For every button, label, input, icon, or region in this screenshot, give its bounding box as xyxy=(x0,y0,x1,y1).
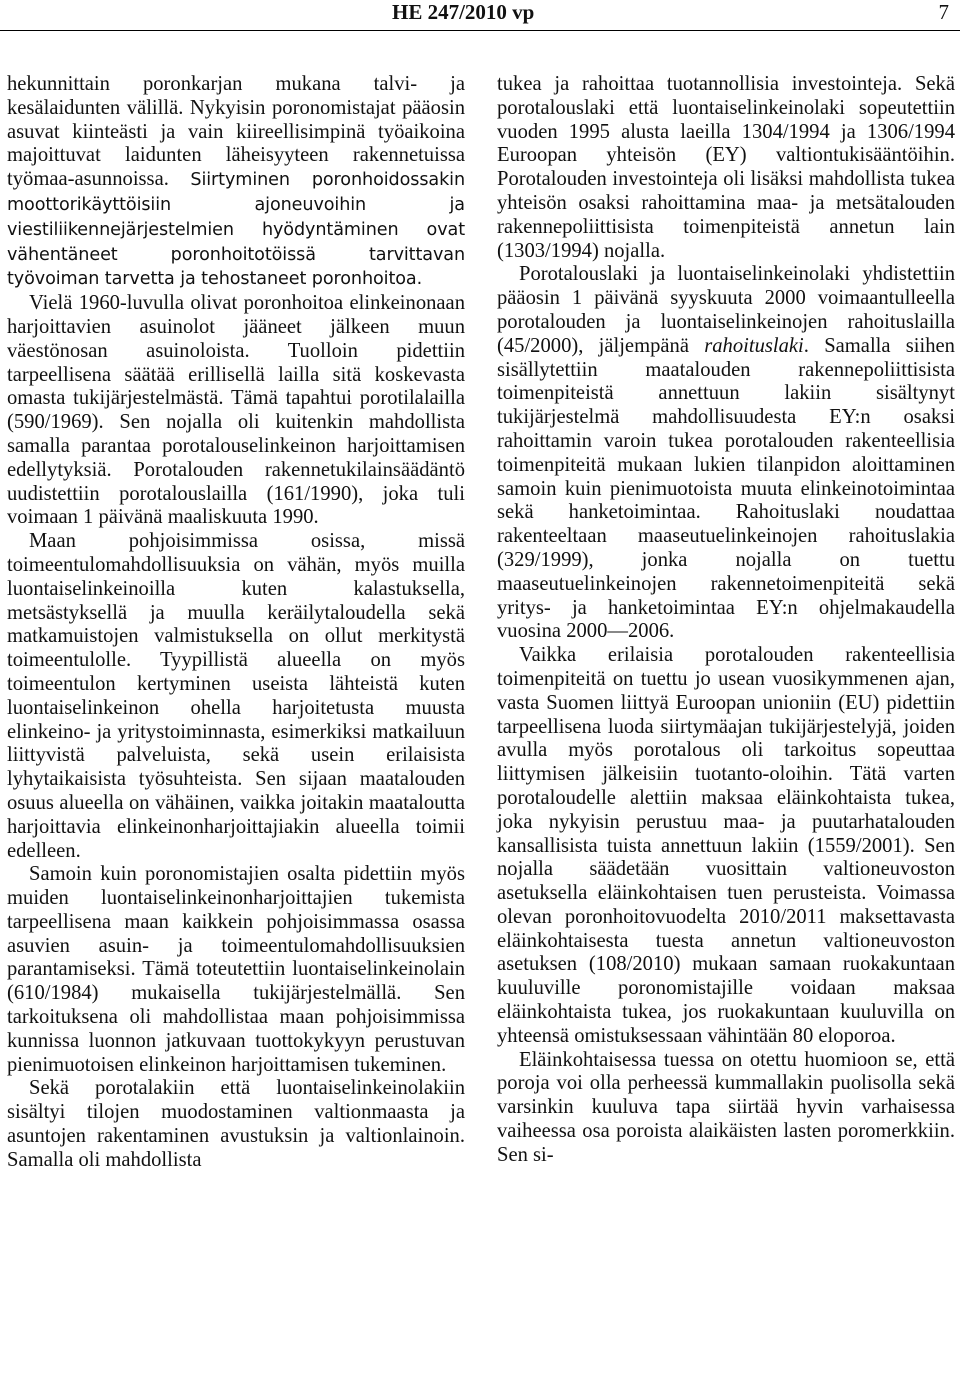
left-paragraph-2: Vielä 1960-luvulla olivat poronhoitoa elinkeinonaan harjoittavien asuinolot jääneet jälkeen muun väestönosan asuinoloista. Tuolloin pidettiin tarpeellisena säätää erillisellä lailla sitä koskevasta omasta tukijärjestelmästä. Tämä tapahtui porotilalailla (590/1969). Sen nojalla oli kuitenkin mahdollista samalla parantaa porotalouselinkeinon harjoittamisen edellytyksiä. Porotalouden rakennetukilainsäädäntö uudistettiin porotalouslailla (161/1990), joka tuli voimaan 1 päivänä maaliskuuta 1990. xyxy=(7,292,465,529)
right-paragraph-2-b: . Samalla siihen sisällytettiin maatalouden rakennepoliittisista toimenpiteistä annettuun lakiin sisältynyt tukijärjestelmä mahdollisuudesta EY:n osaksi rahoittamin varoin tukea porotalouden rakenteellisia toimenpiteitä mukaan lukien tilanpidon aloittaminen samoin kuin pienimuotoista muuta elinkeinotoimintaa sekä hanketoimintaa. Rahoituslaki noudattaa rakenteeltaan maaseutuelinkeinojen rahoituslakia (329/1999), jonka nojalla on tuettu maaseutuelinkeinojen rakennetoimenpiteitä sekä yritys- ja hanketoimintaa EY:n ohjelmakaudella vuosina 2000—2006. xyxy=(497,334,955,643)
left-paragraph-1-a: hekunnittain poronkarjan mukana talvi- ja kesälaidunten välillä. Nykyisin poronomistajat pääosin asuvat kiinteästi ja vain kiireellisimpinä työaikoina majoittuvat laidunten läheisyyteen rakennetuissa työmaa-asunnoissa. xyxy=(7,73,465,191)
left-paragraph-5: Sekä porotalakiin että luontaiselinkeinolakiin sisältyi tilojen muodostaminen valtionmaasta ja asuntojen rakentaminen avustuksin ja valtionlainoin. Samalla oli mahdollista xyxy=(7,1077,465,1171)
left-paragraph-1-b: Siirtyminen poronhoidossakin moottorikäyttöisiin ajoneuvoihin ja viestiliikennejärjestelmien hyödyntäminen ovat vähentäneet poronhoitotöissä tarvittavan työvoiman tarvetta ja tehostaneet poronhoitoa. xyxy=(7,170,465,290)
right-paragraph-2-a: Porotalouslaki ja luontaiselinkeinolaki yhdistettiin pääosin 1 päivänä syyskuuta 2000 voimaantulleella porotalouden ja luontaiselinkeinojen rahoituslailla (45/2000), jäljempänä xyxy=(497,263,955,357)
document-id: HE 247/2010 vp xyxy=(392,0,535,24)
right-paragraph-3: Vaikka erilaisia porotalouden rakenteellisia toimenpiteitä on tuettu jo usean vuosikymmenen ajan, vasta Suomen liittyä Euroopan unioniin (EU) pidettiin tarpeellisena luoda siirtymäajan tukijärjestelyjä, joiden avulla myös porotalous oli tarkoitus sopeuttaa liittymisen jälkeisiin tuotanto-oloihin. Tätä varten porotaloudelle alettiin maksaa eläinkohtaista tukea, joka nykyisin perustuu maa- ja puutarhatalouden kansallisista tuista annettuun lakiin (1559/2001). Sen nojalla säädetään vuosittain valtioneuvoston asetuksella eläinkohtaisen tuen perusteista. Voimassa olevan poronhoitovuodelta 2010/2011 maksettavasta eläinkohtaisesta tuesta annetun valtioneuvoston asetuksen (108/2010) mukaan samaan ruokakuntaan kuuluville poronomistajille voidaan maksaa eläinkohtaista tukea, jos ruokakuntaan kuuluvilla on yhteensä omistuksessaan vähintään 80 eloporoa. xyxy=(497,644,955,1047)
right-column xyxy=(497,73,955,1168)
right-paragraph-1: tukea ja rahoittaa tuotannollisia investointeja. Sekä porotalouslaki että luontaiselinkeinolaki sopeutettiin vuoden 1995 alusta laeilla 1304/1994 ja 1306/1994 Euroopan yhteisön (EY) valtiontukisääntöihin. Porotalouden investointeja oli lisäksi mahdollista tukea yhteisön osaksi rahoittamina maa- ja metsätalouden rakennepoliittisista toimenpiteistä annetun lain (1303/1994) nojalla. xyxy=(497,73,955,262)
left-paragraph-1 xyxy=(7,73,465,292)
page-number: 7 xyxy=(938,0,949,24)
rahoituslaki-term: rahoituslaki xyxy=(704,334,804,357)
left-paragraph-4: Samoin kuin poronomistajien osalta pidettiin myös muiden luontaiselinkeinonharjoittajien tukemista tarpeellisena maan kaikkein pohjoisimmassa osassa asuvien asuin- ja toimeentulomahdollisuuksien parantamiseksi. Tämä toteutettiin luontaiselinkeinolain (610/1984) mukaisella tukijärjestelmällä. Sen tarkoituksena oli mahdollistaa maan pohjoisimmissa kunnissa luonnon jatkuvaan tuottokykyyn perustuvan pienimuotoisen elinkeinon harjoittamisen tukeminen. xyxy=(7,863,465,1076)
right-paragraph-2 xyxy=(497,263,955,644)
right-paragraph-4: Eläinkohtaisessa tuessa on otettu huomioon se, että poroja voi olla perheessä kummallakin puolisolla sekä varsinkin kuuluva tapa siirtää hyvin varhaisessa vaiheessa osa poroista alaikäisten lasten poromerkkiin. Sen si- xyxy=(497,1048,955,1166)
left-column xyxy=(7,73,465,1173)
left-paragraph-3: Maan pohjoisimmissa osissa, missä toimeentulomahdollisuuksia on vähän, myös muilla luontaiselinkeinoilla kuten kalastuksella, metsästyksellä ja muulla keräilytaloudella sekä matkamuistojen valmistuksella on ollut merkitystä toimeentulolle. Tyypillistä alueella on myös toimeentulon kertyminen useista lähteistä kuten luontaiselinkeinon ohella harjoitetusta muusta elinkeino- ja yritystoiminnasta, esimerkiksi matkailuun liittyvistä palveluista, sekä usein erilaisista lyhytaikaisista työsuhteista. Sen sijaan maatalouden osuus alueella on vähäinen, vaikka joitakin maataloutta harjoittavia elinkeinonharjoittajiakin alueella toimii edelleen. xyxy=(7,530,465,862)
page-header xyxy=(0,0,960,31)
